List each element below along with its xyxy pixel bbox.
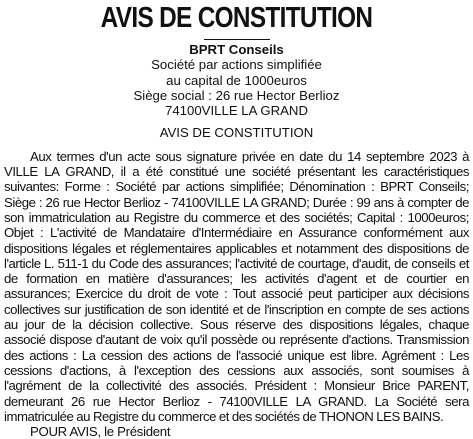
notice-body-text: Aux termes d'un acte sous signature privée en date du 14 septembre 2023 à VILLE LA GRAND, il a été constitué une société présentant les caractéristiques suivantes: Forme : Société par actions simplifiée; Dénomination : BPRT Conseils; Siège : 26 rue Hector Berlioz - 74100VILLE LA GRAND; Durée : 99 ans à compter de son immatriculation au Registre du commerce et des sociétés; Capital : 1000euros; Objet : L'activité de Mandataire d'Intermédiaire en Assurance conformément aux dispositions légales et réglementaires applicables et notamment des dispositions de l'article L. 511-1 du Code des assurances; l'activité de courtage, d'audit, de conseils et de formation en matière d'assurances; les activités d'agent et de courtier en assurances; Exercice du droit de vote : Tout associé peut participer aux décisions collectives sur justification de son identité et de l'inscription en compte de ses actions au jour de la décision collective. Sous réserve des dispositions légales, chaque associé dispose d'autant de voix qu'il possède ou représente d'actions. Transmission des actions : La cession des actions de l'associé unique est libre. Agrément : Les cessions d'actions, à l'exception des cessions aux associés, sont soumises à l'agrément de la collectivité des associés. Président : Monsieur Brice PARENT, demeurant 26 rue Hector Berlioz - 74100VILLE LA GRAND. La Société sera immatriculée au Registre du commerce et des sociétés de THONON LES BAINS.: [4, 148, 469, 424]
company-name: BPRT Conseils: [189, 42, 284, 57]
headline-divider: [204, 39, 270, 40]
notice-subtitle: AVIS DE CONSTITUTION: [159, 125, 314, 141]
notice-body-paragraph: [4, 149, 469, 424]
company-capital: au capital de 1000euros: [166, 72, 307, 88]
notice-signature: POUR AVIS, le Président: [30, 424, 171, 439]
company-city: 74100VILLE LA GRAND: [165, 103, 308, 119]
company-form: Société par actions simplifiée: [151, 57, 322, 73]
company-block: [4, 42, 469, 118]
notice-headline: AVIS DE CONSTITUTION: [100, 2, 373, 34]
company-seat: Siège social : 26 rue Hector Berlioz: [133, 87, 340, 103]
